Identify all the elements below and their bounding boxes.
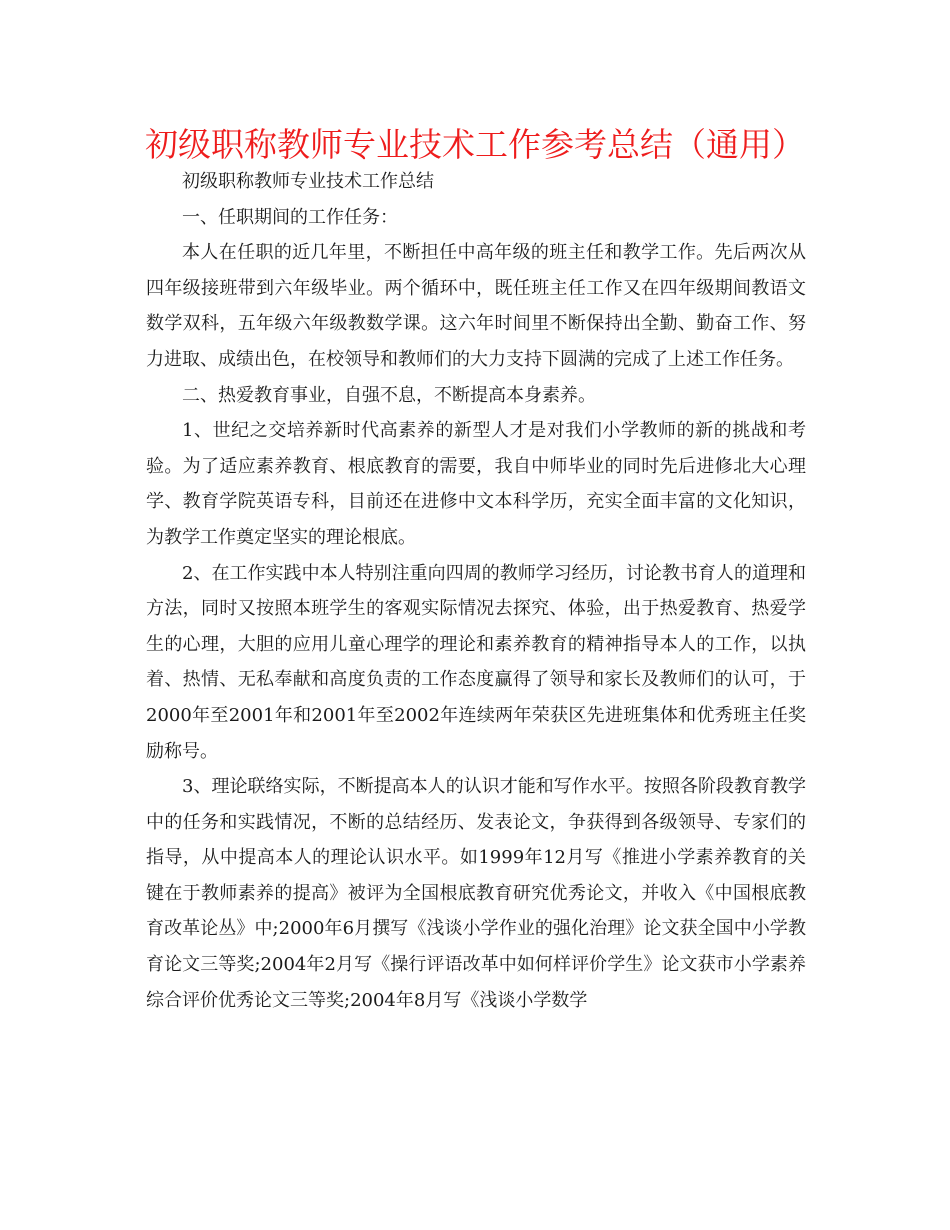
paragraph-item-1: 1、世纪之交培养新时代高素养的新型人才是对我们小学教师的新的挑战和考验。为了适应素养教育、根底教育的需要，我自中师毕业的同时先后进修北大心理学、教育学院英语专科，目前还在进修中文本科学历，充实全面丰富的文化知识，为教学工作奠定坚实的理论根底。	[146, 420, 806, 548]
paragraph-item-2: 2、在工作实践中本人特别注重向四周的教师学习经历，讨论教书育人的道理和方法，同时又按照本班学生的客观实际情况去探究、体验，出于热爱教育、热爱学生的心理，大胆的应用儿童心理学的理论和素养教育的精神指导本人的工作，以执着、热情、无私奉献和高度负责的工作态度赢得了领导和家长及教师们的认可，于2000年至2001年和2001年至2002年连续两年荣获区先进班集体和优秀班主任奖励称号。	[146, 562, 806, 762]
paragraph-item-3: 3、理论联络实际，不断提高本人的认识才能和写作水平。按照各阶段教育教学中的任务和实践情况，不断的总结经历、发表论文，争获得到各级领导、专家们的指导，从中提高本人的理论认识水平。如1999年12月写《推进小学素养教育的关键在于教师素养的提高》被评为全国根底教育研究优秀论文，并收入《中国根底教育改革论丛》中;2000年6月撰写《浅谈小学作业的强化治理》论文获全国中小学教育论文三等奖;2004年2月写《操行评语改革中如何样评价学生》论文获市小学素养综合评价优秀论文三等奖;2004年8月写《浅谈小学数学	[146, 776, 806, 1011]
paragraph-section-1-body: 本人在任职的近几年里，不断担任中高年级的班主任和教学工作。先后两次从四年级接班带到六年级毕业。两个循环中，既任班主任工作又在四年级期间教语文数学双科，五年级六年级教数学课。这六年时间里不断保持出全勤、勤奋工作、努力进取、成绩出色，在校领导和教师们的大力支持下圆满的完成了上述工作任务。	[146, 242, 806, 370]
document-title: 初级职称教师专业技术工作参考总结（通用）	[145, 125, 805, 164]
paragraph-section-1-heading: 一、任职期间的工作任务：	[182, 206, 398, 228]
paragraph-subtitle: 初级职称教师专业技术工作总结	[182, 171, 434, 192]
paragraph-section-2-heading: 二、热爱教育事业，自强不息，不断提高本身素养。	[182, 384, 596, 406]
document-body	[146, 164, 806, 1018]
